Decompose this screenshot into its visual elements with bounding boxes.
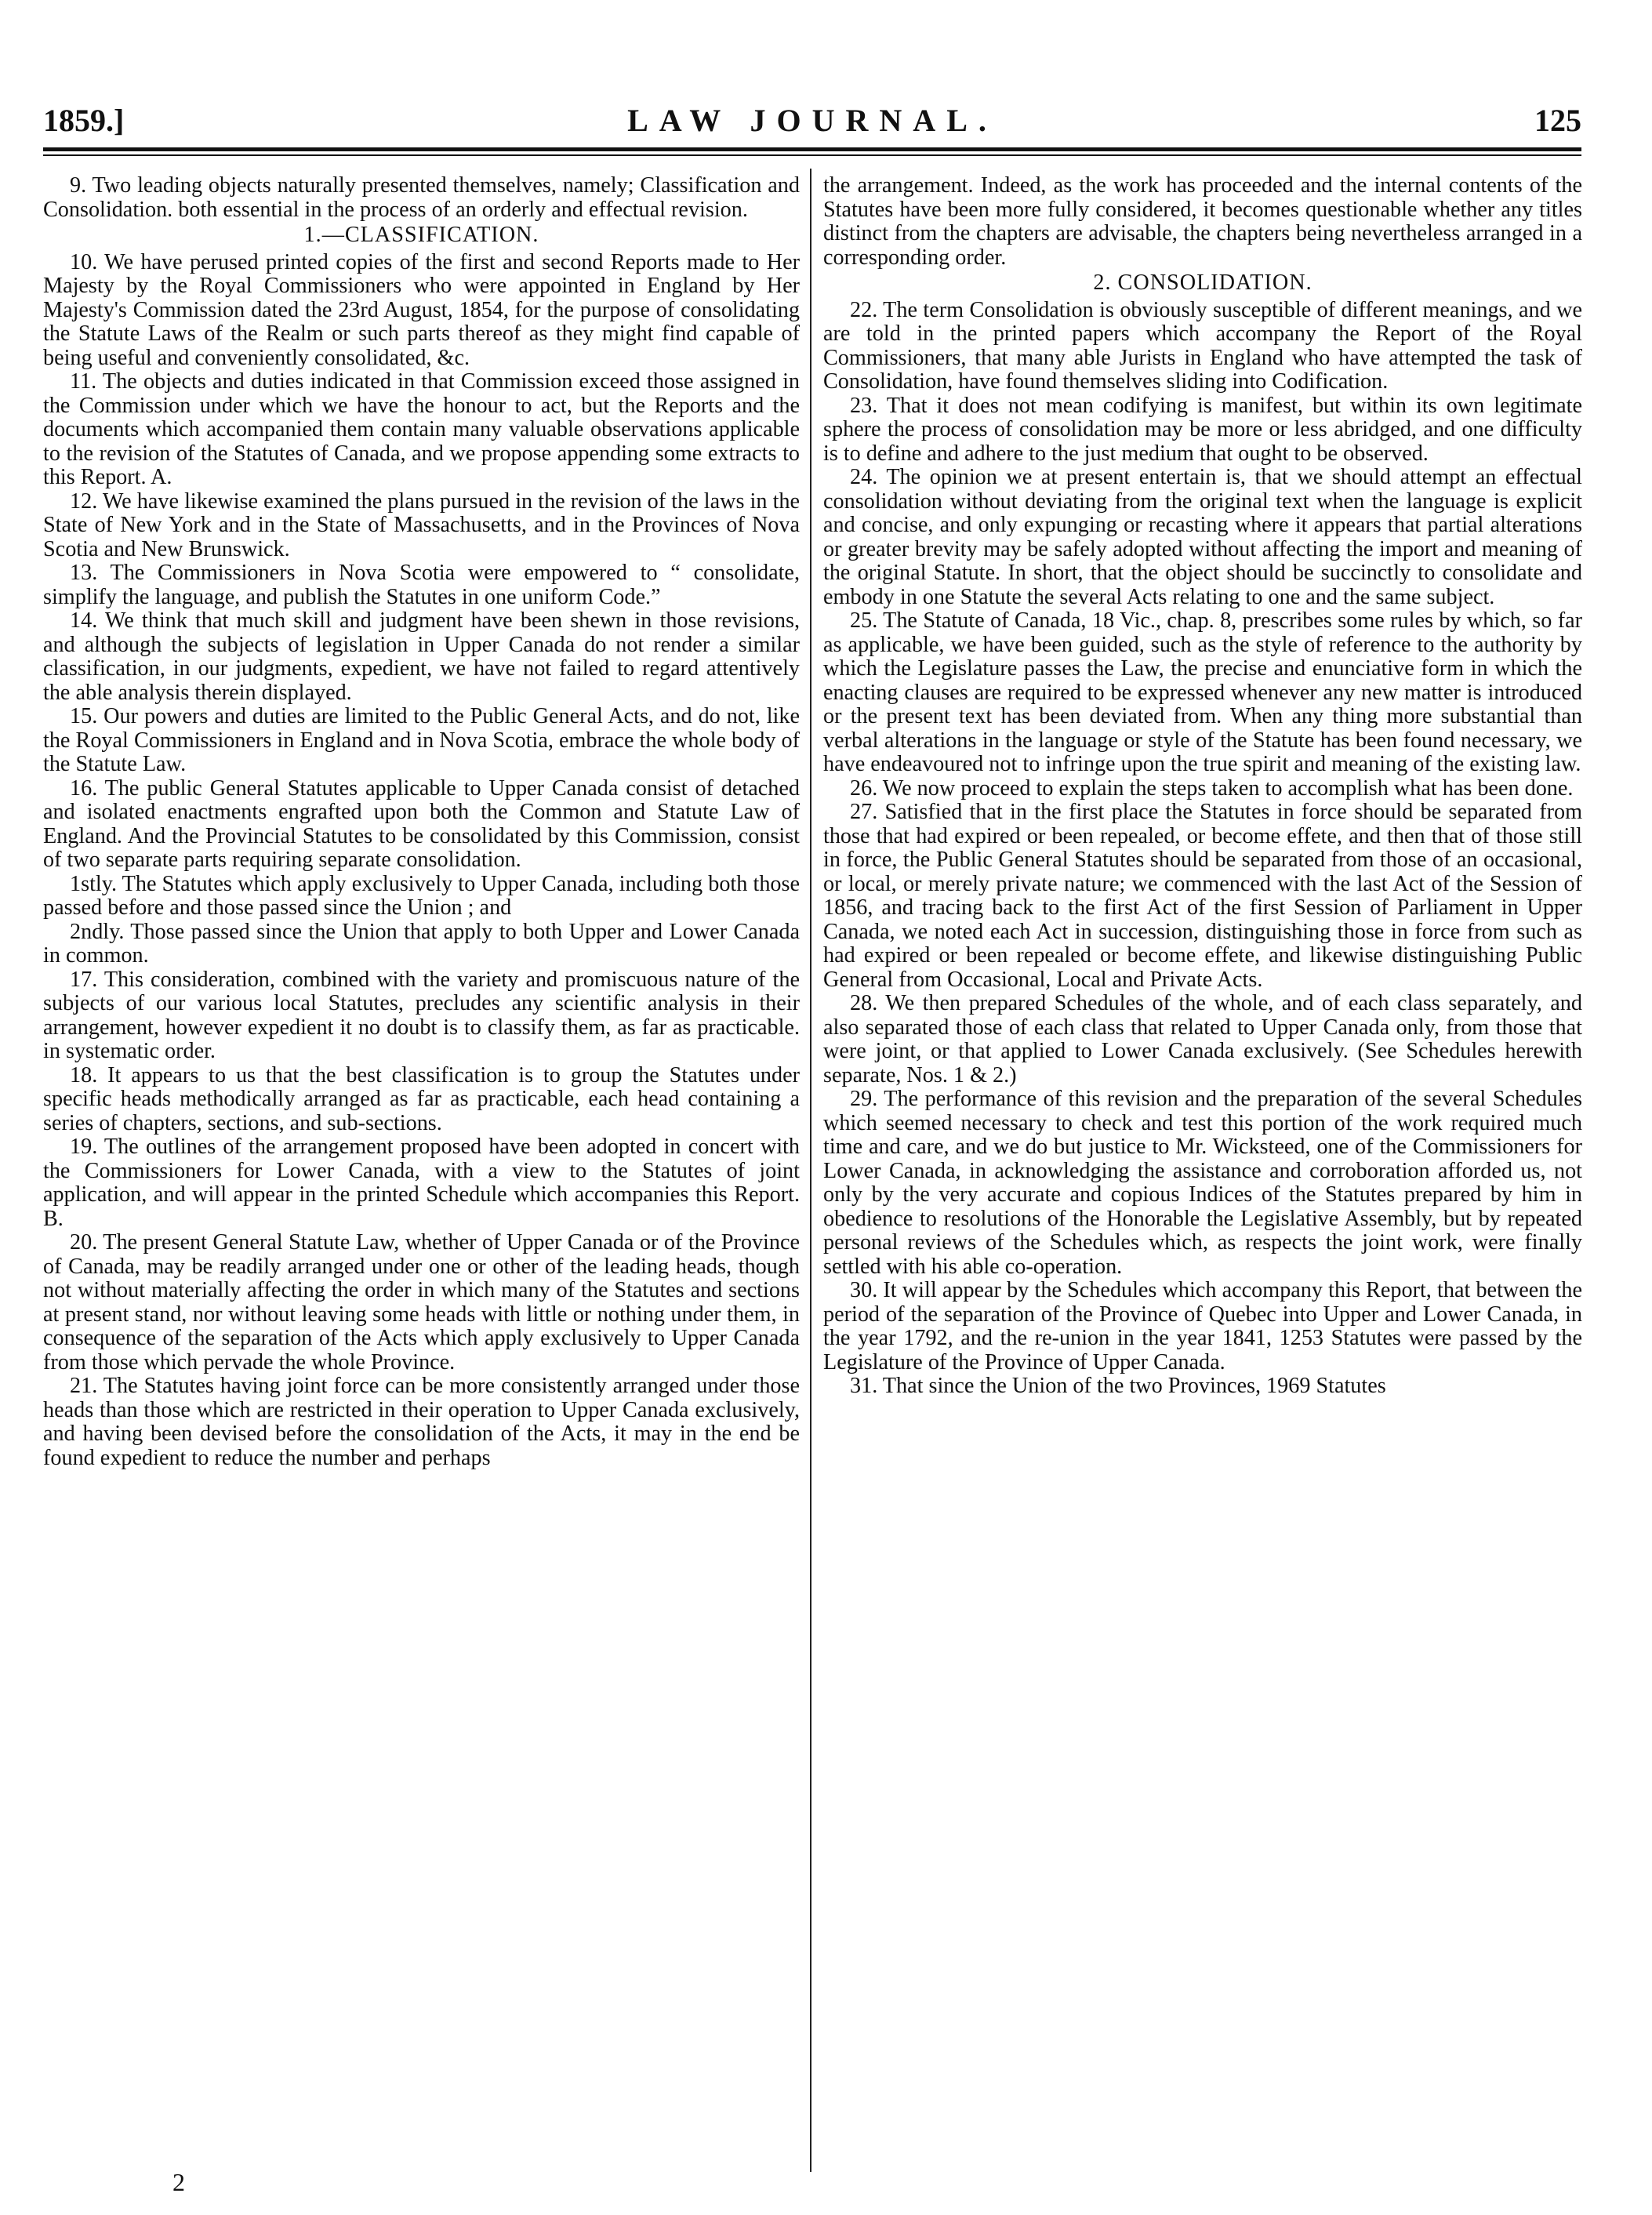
paragraph-25: 25. The Statute of Canada, 18 Vic., chap. 8, prescribes some rules by which, so far as applicable, we have been guided, such as the style of reference to the authority by which the Legislature passes the Law, the precise and enunciative form in which the enacting clauses are required to be expressed whenever any new matter is introduced or the present text has been deviated from. When any thing more substantial than verbal alterations in the language or style of the Statute has been found necessary, we have endeavoured not to infringe upon the true spirit and meaning of the existing law. bbox=[823, 608, 1582, 776]
column-divider bbox=[810, 169, 811, 2172]
paragraph-15: 15. Our powers and duties are limited to the Public General Acts, and do not, like the Royal Commissioners in England and in Nova Scotia, embrace the whole body of the Statute Law. bbox=[43, 704, 800, 776]
paragraph-19: 19. The outlines of the arrangement proposed have been adopted in concert with the Commissioners for Lower Canada, with a view to the Statutes of joint application, and will appear in the printed Schedule which accompanies this Report. B. bbox=[43, 1135, 800, 1231]
paragraph-9: 9. Two leading objects naturally presented themselves, namely; Classification and Consolidation. both essential in the process of an orderly and effectual revision. bbox=[43, 174, 800, 222]
section-heading-consolidation: 2. CONSOLIDATION. bbox=[1093, 271, 1313, 295]
header-title: LAW JOURNAL. bbox=[627, 103, 997, 138]
header-rule-thick bbox=[43, 147, 1581, 151]
paragraph-28: 28. We then prepared Schedules of the whole, and of each class separately, and also separated those of each class that related to Upper Canada only, from those that were joint, or that applied to Lower Canada exclusively. (See Schedules herewith separate, Nos. 1 & 2.) bbox=[823, 991, 1582, 1088]
paragraph-16-second: 2ndly. Those passed since the Union that apply to both Upper and Lower Canada in common. bbox=[43, 919, 800, 968]
paragraph-13: 13. The Commissioners in Nova Scotia were empowered to “ consolidate, simplify the language, and publish the Statutes in one uniform Code.” bbox=[43, 561, 800, 609]
paragraph-11: 11. The objects and duties indicated in that Commission exceed those assigned in the Commission under which we have the honour to act, but the Reports and the documents which accompanied them contain many valuable observations applicable to the revision of the Statutes of Canada, and we propose appending some extracts to this Report. A. bbox=[43, 369, 800, 489]
paragraph-30: 30. It will appear by the Schedules which accompany this Report, that between the period of the separation of the Province of Quebec into Upper and Lower Canada, in the year 1792, and the re-union in the year 1841, 1253 Statutes were passed by the Legislature of the Province of Upper Canada. bbox=[823, 1278, 1582, 1374]
running-header bbox=[43, 102, 1581, 149]
paragraph-24: 24. The opinion we at present entertain is, that we should attempt an effectual consolidation without deviating from the original text when the language is explicit and concise, and only expunging or recasting where it appears that partial alterations or greater brevity may be safely adopted without affecting the import and meaning of the original Statute. In short, that the object should be succinctly to consolidate and embody in one Statute the several Acts relating to one and the same subject. bbox=[823, 465, 1582, 609]
paragraph-17: 17. This consideration, combined with the variety and promiscuous nature of the subjects of our various local Statutes, precludes any scientific analysis in their arrangement, however expedient it no doubt is to classify them, as far as practicable. in systematic order. bbox=[43, 967, 800, 1063]
header-year: 1859.] bbox=[43, 103, 125, 138]
paragraph-26: 26. We now proceed to explain the steps taken to accomplish what has been done. bbox=[850, 775, 1574, 801]
header-rule-thin bbox=[43, 154, 1581, 156]
paragraph-27: 27. Satisfied that in the first place the Statutes in force should be separated from those that had expired or been repealed, or become effete, and then that of those still in force, the Public General Statutes should be separated from those of an occasional, or local, or merely private nature; we commenced with the last Act of the Session of 1856, and tracing back to the first Act of the first Session of Parliament in Upper Canada, we noted each Act in succession, distinguishing those in force from such as had expired or been repealed or become effete, and likewise distinguishing Public General from Occasional, Local and Private Acts. bbox=[823, 800, 1582, 992]
paragraph-14: 14. We think that much skill and judgment have been shewn in those revisions, and although the subjects of legislation in Upper Canada do not render a similar classification, in our judgments, expedient, we have not failed to regard attentively the able analysis therein displayed. bbox=[43, 608, 800, 705]
paragraph-20: 20. The present General Statute Law, whether of Upper Canada or of the Province of Canada, may be readily arranged under one or other of the leading heads, though not without materially affecting the order in which many of the Statutes and sections at present stand, nor without leaving some heads with little or nothing under them, in consequence of the separation of the Acts which apply exclusively to Upper Canada from those which pervade the whole Province. bbox=[43, 1230, 800, 1374]
paragraph-21: 21. The Statutes having joint force can be more consistently arranged under those heads than those which are restricted in their operation to Upper Canada exclusively, and having been devised before the consolidation of the Acts, it may in the end be found expedient to reduce the number and perhaps bbox=[43, 1374, 800, 1470]
paragraph-18: 18. It appears to us that the best classification is to group the Statutes under specific heads methodically arranged as far as practicable, each head containing a series of chapters, sections, and sub-sections. bbox=[43, 1062, 800, 1135]
paragraph-21-continued: the arrangement. Indeed, as the work has proceeded and the internal contents of the Statutes have been more fully considered, it becomes questionable whether any titles distinct from the chapters are advisable, the chapters being nevertheless arranged in a corresponding order. bbox=[823, 174, 1582, 270]
header-page-number: 125 bbox=[1534, 103, 1581, 138]
paragraph-16: 16. The public General Statutes applicable to Upper Canada consist of detached and isolated enactments engrafted upon both the Common and Statute Law of England. And the Provincial Statutes to be consolidated by this Commission, consist of two separate parts requiring separate consolidation. bbox=[43, 775, 800, 872]
paragraph-22: 22. The term Consolidation is obviously susceptible of different meanings, and we are told in the printed papers which accompany the Report of the Royal Commissioners, that many able Jurists in England who have attempted the task of Consolidation, have found themselves sliding into Codification. bbox=[823, 297, 1582, 394]
section-heading-classification: 1.—CLASSIFICATION. bbox=[303, 223, 539, 247]
paragraph-23: 23. That it does not mean codifying is manifest, but within its own legitimate sphere the process of consolidation may be more or less abridged, and one difficulty is to define and adhere to the just medium that ought to be observed. bbox=[823, 393, 1582, 466]
paragraph-31: 31. That since the Union of the two Provinces, 1969 Statutes bbox=[850, 1374, 1386, 1398]
paragraph-10: 10. We have perused printed copies of the first and second Reports made to Her Majesty by the Royal Commissioners who were appointed in England by Her Majesty's Commission dated the 23rd August, 1854, for the purpose of consolidating the Statute Laws of the Realm or such parts thereof as they might find capable of being useful and conveniently consolidated, &c. bbox=[43, 249, 800, 370]
signature-mark: 2 bbox=[172, 2168, 185, 2196]
left-column bbox=[43, 174, 800, 2166]
paragraph-29: 29. The performance of this revision and the preparation of the several Schedules which seemed necessary to check and test this portion of the work required much time and care, and we do but justice to Mr. Wicksteed, one of the Commissioners for Lower Canada, in acknowledging the assistance and corroboration afforded us, not only by the very accurate and copious Indices of the Statutes prepared by him in obedience to resolutions of the Honorable the Legislative Assembly, but by repeated personal reviews of the Schedules which, as respects the joint work, were finally settled with his able co-operation. bbox=[823, 1087, 1582, 1279]
paragraph-16-first: 1stly. The Statutes which apply exclusively to Upper Canada, including both those passed before and those passed since the Union ; and bbox=[43, 871, 800, 920]
right-column bbox=[823, 174, 1582, 2166]
paragraph-12: 12. We have likewise examined the plans pursued in the revision of the laws in the State of New York and in the State of Massachusetts, and in the Provinces of Nova Scotia and New Brunswick. bbox=[43, 488, 800, 561]
